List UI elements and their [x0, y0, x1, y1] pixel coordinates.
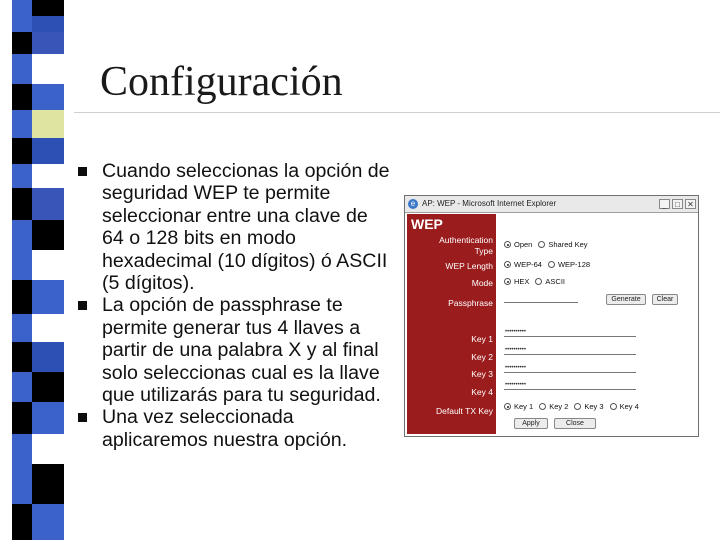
radio-selected-icon [504, 241, 511, 248]
default-tx-key-options [504, 402, 645, 411]
close-window-button[interactable]: ✕ [685, 199, 696, 209]
window-title: AP: WEP - Microsoft Internet Explorer [422, 199, 557, 208]
mode-ascii-option[interactable]: ASCII [535, 277, 565, 286]
square-bullet-icon [78, 413, 87, 422]
key3-input[interactable]: •••••••••• [504, 364, 636, 373]
radio-icon [539, 403, 546, 410]
maximize-button[interactable]: □ [672, 199, 683, 209]
mode-options [504, 277, 571, 286]
tx-key1-option[interactable]: Key 1 [504, 402, 533, 411]
square-bullet-icon [78, 301, 87, 310]
minimize-button[interactable]: _ [659, 199, 670, 209]
wep-settings-form [498, 214, 696, 436]
radio-icon [574, 403, 581, 410]
mode-label: Mode [471, 278, 493, 288]
key3-label: Key 3 [471, 369, 493, 379]
default-tx-key-label: Default TX Key [435, 406, 493, 416]
passphrase-label: Passphrase [448, 298, 493, 308]
radio-selected-icon [504, 278, 511, 285]
key2-label: Key 2 [471, 352, 493, 362]
authentication-type-label: Type [474, 246, 493, 256]
bullet-item [74, 406, 394, 451]
browser-window-screenshot [404, 195, 699, 437]
square-bullet-icon [78, 167, 87, 176]
clear-button[interactable]: Clear [652, 294, 678, 305]
bullet-text: La opción de passphrase te permite generar tus 4 llaves a partir de una palabra X y al final solo seleccionas cual es la llave que utilizarás para tu seguridad. [102, 294, 381, 407]
key4-input[interactable]: •••••••••• [504, 381, 636, 390]
key1-label: Key 1 [471, 334, 493, 344]
generate-button[interactable]: Generate [606, 294, 646, 305]
tx-key4-option[interactable]: Key 4 [610, 402, 639, 411]
wep-64-option[interactable]: WEP-64 [504, 260, 542, 269]
bullet-list [74, 160, 394, 451]
authentication-label: Authentication [439, 235, 493, 245]
slide-title: Configuración [100, 59, 343, 105]
radio-icon [548, 261, 555, 268]
key2-input[interactable]: •••••••••• [504, 346, 636, 355]
bullet-text: Cuando seleccionas la opción de seguridad WEP te permite seleccionar entre una clave de 64 o 128 bits en modo hexadecimal (10 dígitos) ó ASCII (5 dígitos). [102, 160, 390, 295]
internet-explorer-icon: e [408, 199, 418, 209]
wep-label-panel [407, 214, 496, 434]
radio-icon [535, 278, 542, 285]
radio-icon [610, 403, 617, 410]
tx-key3-option[interactable]: Key 3 [574, 402, 603, 411]
key1-input[interactable]: •••••••••• [504, 328, 636, 337]
title-divider [74, 112, 720, 113]
bullet-item [74, 294, 394, 406]
tx-key2-option[interactable]: Key 2 [539, 402, 568, 411]
window-titlebar [405, 196, 698, 213]
wep-heading: WEP [411, 216, 443, 232]
close-button[interactable]: Close [554, 418, 596, 429]
key4-label: Key 4 [471, 387, 493, 397]
passphrase-input[interactable] [504, 294, 578, 303]
radio-selected-icon [504, 403, 511, 410]
authentication-options [504, 240, 594, 249]
mode-hex-option[interactable]: HEX [504, 277, 529, 286]
bullet-text: Una vez seleccionada aplicaremos nuestra opción. [102, 406, 348, 451]
wep-128-option[interactable]: WEP-128 [548, 260, 590, 269]
bullet-item [74, 160, 394, 294]
wep-length-options [504, 260, 596, 269]
radio-selected-icon [504, 261, 511, 268]
auth-open-option[interactable]: Open [504, 240, 532, 249]
wep-length-label: WEP Length [445, 261, 493, 271]
apply-button[interactable]: Apply [514, 418, 548, 429]
radio-icon [538, 241, 545, 248]
auth-shared-key-option[interactable]: Shared Key [538, 240, 587, 249]
decorative-stripe [0, 0, 64, 540]
